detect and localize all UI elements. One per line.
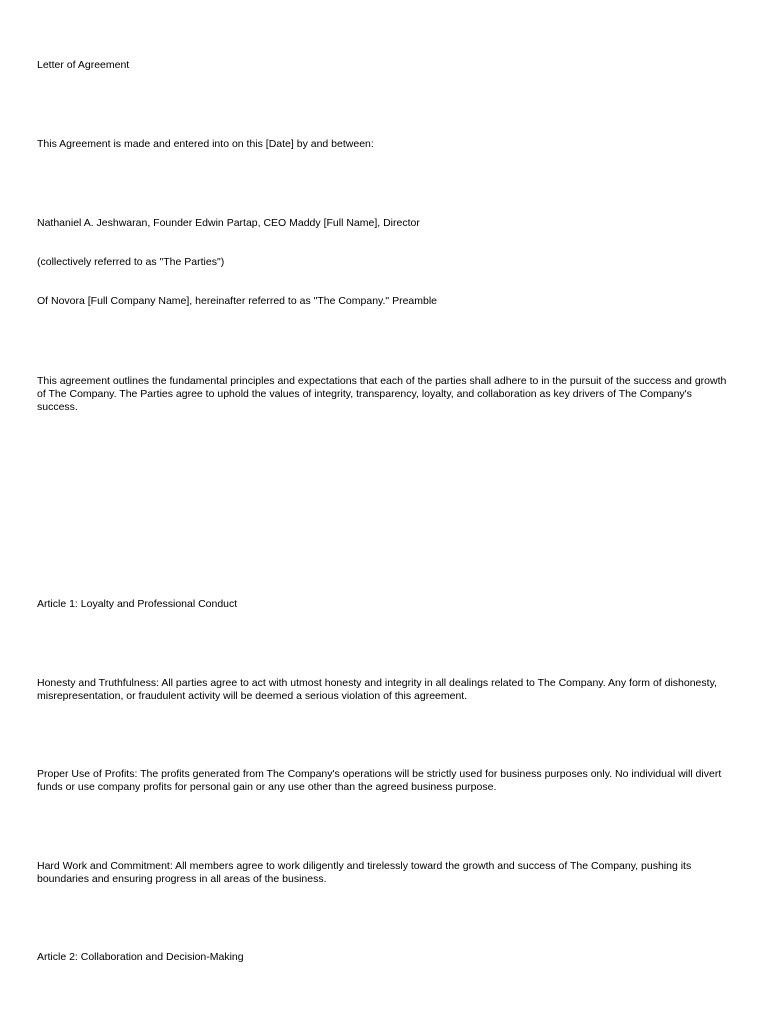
hard-work-paragraph: Hard Work and Commitment: All members agree to work diligently and tirelessly toward the growth and success of The Company, pushing its boundaries and ensuring progress in all areas of the business.: [37, 860, 692, 885]
company-line: Of Novora [Full Company Name], hereinafter referred to as "The Company." Preamble: [37, 295, 438, 307]
intro-paragraph: This Agreement is made and entered into on this [Date] by and between:: [37, 138, 374, 150]
article-2-heading: Article 2: Collaboration and Decision-Making: [37, 951, 244, 963]
article-1-heading: Article 1: Loyalty and Professional Conduct: [37, 598, 238, 610]
document-title: Letter of Agreement: [37, 59, 130, 71]
parties-line: Nathaniel A. Jeshwaran, Founder Edwin Partap, CEO Maddy [Full Name], Director: [37, 217, 420, 229]
preamble-paragraph: This agreement outlines the fundamental principles and expectations that each of the parties shall adhere to in the pursuit of the success and growth of The Company. The Parties agree to uphold the values of integrity, transparency, loyalty, and collaboration as key drivers of The Company's success.: [37, 375, 727, 413]
profits-paragraph: Proper Use of Profits: The profits generated from The Company's operations will be strictly used for business purposes only. No individual will divert funds or use company profits for personal gain or any use other than the agreed business purpose.: [37, 768, 722, 793]
collective-line: (collectively referred to as "The Parties"): [37, 256, 225, 268]
honesty-paragraph: Honesty and Truthfulness: All parties agree to act with utmost honesty and integrity in all dealings related to The Company. Any form of dishonesty, misrepresentation, or fraudulent activity will be deemed a serious violation of this agreement.: [37, 677, 717, 702]
